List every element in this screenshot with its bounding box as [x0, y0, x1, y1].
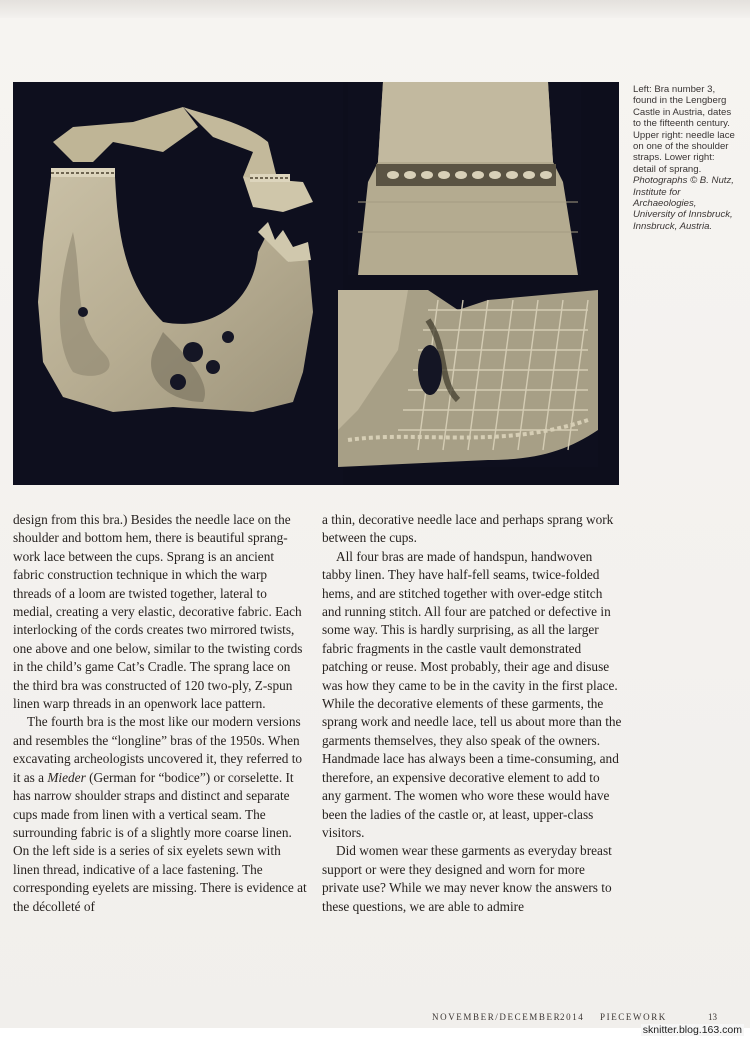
caption-credit: Photographs © B. Nutz, Institute for Archaeologies, University of Innsbruck, Innsbruck, Austria. [633, 175, 734, 232]
footer-year: 2014 [560, 1012, 585, 1022]
photo-caption [633, 84, 739, 232]
caption-text: Left: Bra number 3, found in the Lengberg Castle in Austria, dates to the fifteenth century. Upper right: needle lace on one of the shoulder straps. Lower right: detail of sprang. [633, 84, 735, 175]
left-paragraph-2 [13, 713, 308, 915]
body-column-right [322, 511, 622, 916]
body-column-left [13, 511, 308, 916]
footer-issue: NOVEMBER/DECEMBER [432, 1012, 562, 1022]
footer-magazine: PIECEWORK [600, 1012, 667, 1022]
page-footer [0, 1012, 750, 1026]
left-paragraph-2-emphasis: Mieder [47, 769, 86, 785]
right-paragraph-2: All four bras are made of handspun, handwoven tabby linen. They have half-fell seams, twice-folded hems, and are stitched together with over-edge stitch and running stitch. All four are patched or defective in some way. This is hardly surprising, as all the larger fabric fragments in the castle vault demonstrated patching or reuse. Most probably, their age and disuse was how they came to be in the cavity in the first place. While the decorative elements of these garments, the sprang work and needle lace, tell us about more than the garments themselves, they also speak of the owners. Handmade lace has always been a time-consuming, and therefore, an expensive decorative element to add to any garment. The women who wore these would have been the ladies of the castle or, at least, upper-class visitors. [322, 548, 622, 840]
footer-page-number: 13 [708, 1012, 717, 1022]
page-top-shadow [0, 0, 750, 18]
right-paragraph-1: a thin, decorative needle lace and perhaps sprang work between the cups. [322, 512, 614, 546]
watermark: sknitter.blog.163.com [642, 1024, 742, 1036]
left-paragraph-2-end: (German for “bodice”) or corselette. It has narrow shoulder straps and distinct and separate cups made from linen with a vertical seam. The surrounding fabric is of a slightly more coarse linen. On the left side is a series of six eyelets sewn with linen thread, indicative of a lace fastening. The corresponding eyelets are missing. There is evidence at the décolleté of [13, 769, 307, 914]
photo-bra-left [13, 82, 343, 485]
page-bottom-edge [0, 1028, 750, 1040]
photo-sprang-detail [338, 290, 598, 467]
right-paragraph-3: Did women wear these garments as everyday breast support or were they designed and worn for more private use? While we may never know the answers to these questions, we are able to admire [322, 843, 612, 914]
left-paragraph-2-start: The fourth bra is the most like our modern versions and resembles the “longline” bras of the 1950s. When excavating archeologists uncovered it, they referred to it as a [13, 714, 303, 785]
photo-panel [13, 82, 619, 485]
photo-needle-lace [348, 82, 581, 275]
left-paragraph-1: design from this bra.) Besides the needle lace on the shoulder and bottom hem, there is beautiful sprang-work lace between the cups. Sprang is an ancient fabric construction technique in which the warp threads of a loom are twisted together, lateral to medial, creating a very elastic, decorative fabric. Each interlocking of the cords creates two mirrored twists, one above and one below, similar to the twisting cords in the child’s game Cat’s Cradle. The sprang lace on the third bra was constructed of 120 two-ply, Z-spun linen warp threads in an openwork lace pattern. [13, 512, 303, 712]
